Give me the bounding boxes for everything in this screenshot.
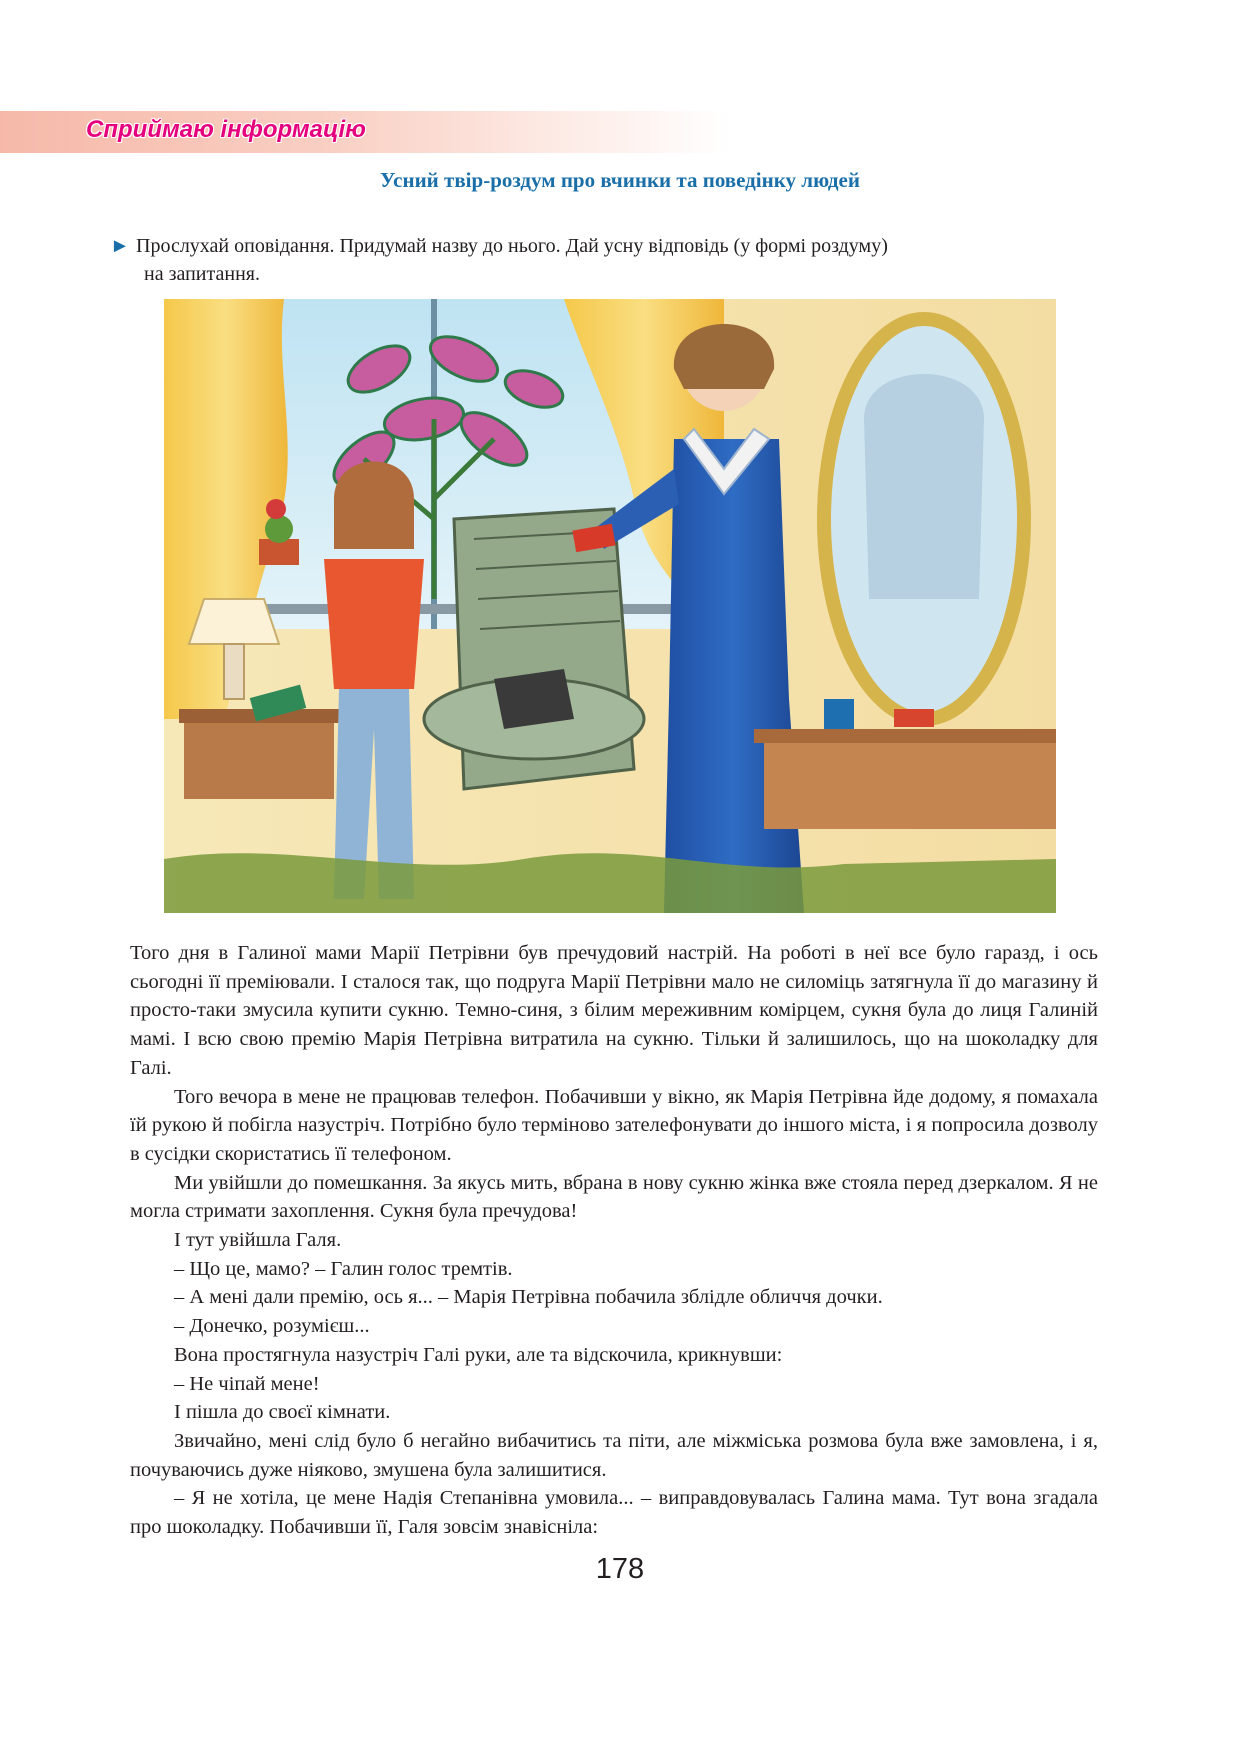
illustration-picture-icon <box>164 299 1056 913</box>
story-paragraph: – А мені дали премію, ось я... – Марія Петрівна побачила зблідле обличчя дочки. <box>174 1286 883 1309</box>
story-paragraph: Звичайно, мені слід було б негайно вибачитись та піти, але міжміська розмова була вже замовлена, і я, почуваючись дуже ніяково, змушена була залишитися. <box>130 1429 1098 1481</box>
page-number: 178 <box>595 1553 645 1585</box>
story-paragraph: І пішла до своєї кімнати. <box>174 1401 391 1424</box>
story-paragraph: Того дня в Галиної мами Марії Петрівни був пречудовий настрій. На роботі в неї все було гаразд, і ось сьогодні її преміювали. І сталося так, що подруга Марії Петрівни мало не силоміць затягнула її до магазину й просто-таки змусила купити сукню. Темно-синя, з білим мереживним комірцем, сукня була до лиця Галиній мамі. І всю свою премію Марія Петрівна витратила на сукню. Тільки й залишилось, що на шоколадку для Галі. <box>130 942 1098 1079</box>
story-paragraph: – Донечко, розумієш... <box>174 1315 370 1338</box>
story-paragraph: – Що це, мамо? – Галин голос тремтів. <box>174 1257 513 1280</box>
section-title: Сприймаю інформацію <box>86 116 366 143</box>
story-paragraph: Ми увійшли до помешкання. За якусь мить, вбрана в нову сукню жінка вже стояла перед дзеркалом. Я не могла стримати захоплення. Сукня була пречудова! <box>130 1171 1098 1223</box>
story-text <box>130 939 1098 1542</box>
story-illustration <box>164 299 1056 913</box>
story-paragraph: Того вечора в мене не працював телефон. Побачивши у вікно, як Марія Петрівна йде додому, я помахала їй рукою й побігла назустріч. Потрібно було терміново зателефонувати до іншого міста, і я попросила дозволу в сусідки скористатись її телефоном. <box>130 1085 1098 1165</box>
story-paragraph: І тут увійшла Галя. <box>174 1229 342 1252</box>
triangle-marker-icon: ► <box>110 235 130 257</box>
lesson-subtitle: Усний твір-роздум про вчинки та поведінку людей <box>380 168 860 192</box>
task-instruction <box>110 232 1098 288</box>
story-paragraph: – Я не хотіла, це мене Надія Степанівна умовила... – виправдовувалась Галина мама. Тут вона згадала про шоколадку. Побачивши її, Галя зовсім знавісніла: <box>130 1487 1098 1539</box>
task-line-2: на запитання. <box>144 263 260 285</box>
story-paragraph: – Не чіпай мене! <box>174 1372 320 1395</box>
story-paragraph: Вона простягнула назустріч Галі руки, але та відскочила, крикнувши: <box>174 1343 783 1366</box>
task-line-1: Прослухай оповідання. Придумай назву до нього. Дай усну відповідь (у формі роздуму) <box>136 235 888 257</box>
